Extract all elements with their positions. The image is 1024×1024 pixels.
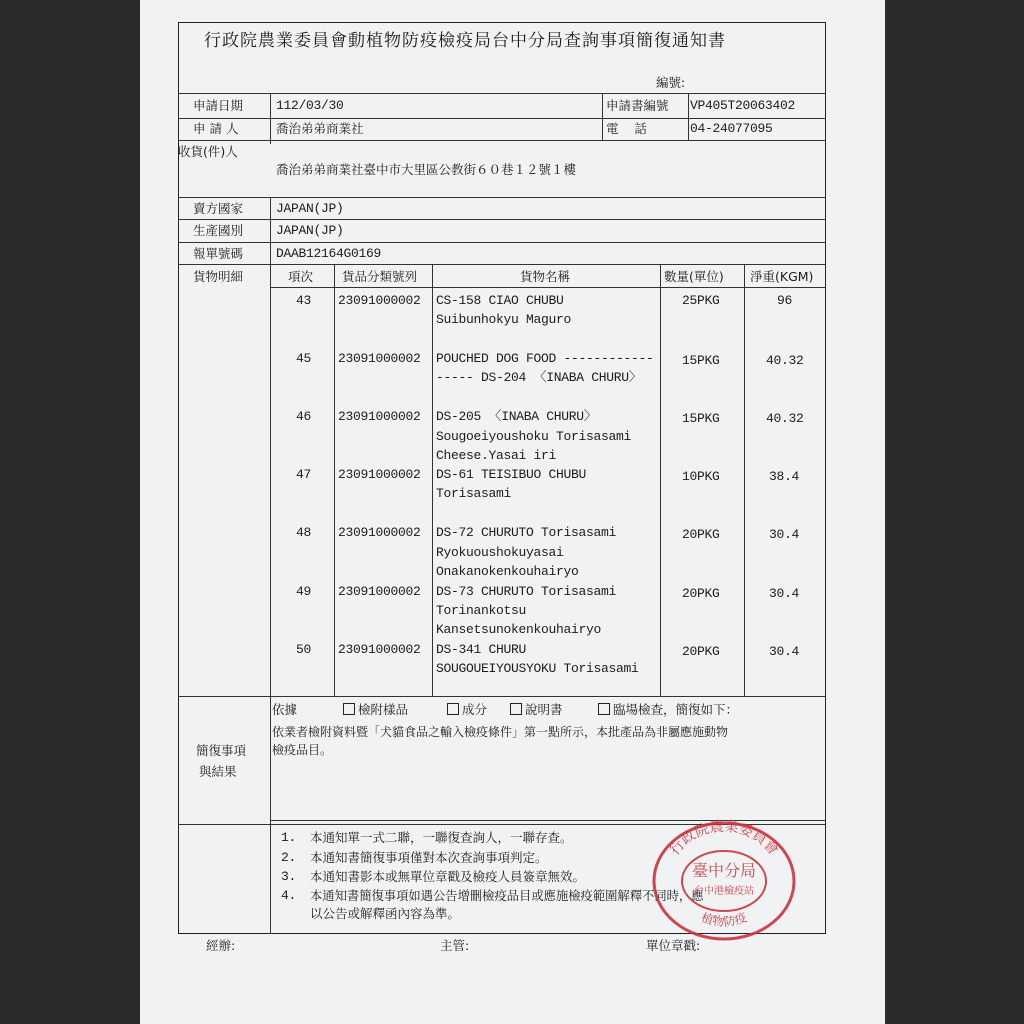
result-text-line2: 檢疫品目。 [272, 743, 333, 757]
seal-center-text: 臺中分局 [691, 861, 757, 880]
applicant-label: 申 請 人 [193, 121, 239, 136]
grid-line [178, 93, 826, 94]
row-name-line2: Torisasami [436, 486, 512, 501]
row-qty: 20PKG [682, 644, 720, 659]
row-item: 50 [296, 642, 312, 657]
row-qty: 15PKG [682, 353, 720, 368]
consignee-value: 喬治弟弟商業社臺中市大里區公教街６０巷１２號１樓 [276, 162, 577, 177]
option-sample-label: 檢附樣品 [358, 702, 409, 717]
grid-line [178, 242, 826, 243]
option-sample [343, 702, 408, 718]
row-name-line2: Sougoeiyoushoku Torisasami [436, 429, 632, 444]
consignee-label: 收貨(件)人 [178, 144, 238, 159]
checkbox-ingredients [447, 703, 459, 715]
row-weight: 30.4 [769, 527, 800, 542]
column-header-item: 項次 [288, 269, 314, 284]
row-item: 43 [296, 293, 312, 308]
phone-value: 04-24077095 [690, 121, 773, 136]
row-qty: 25PKG [682, 293, 720, 308]
row-code: 23091000002 [338, 584, 421, 599]
goods-section-label: 貨物明細 [193, 269, 244, 284]
declaration-label: 報單號碼 [193, 246, 244, 261]
note-number: 1. [281, 830, 297, 845]
row-qty: 10PKG [682, 469, 720, 484]
row-code: 23091000002 [338, 293, 421, 308]
row-name-line2: ----- DS-204 〈INABA CHURU〉 [436, 370, 642, 385]
option-ingredients-label: 成分 [462, 702, 488, 717]
note-number: 3. [281, 869, 297, 884]
row-weight: 40.32 [766, 353, 804, 368]
row-qty: 20PKG [682, 586, 720, 601]
row-qty: 20PKG [682, 527, 720, 542]
form-no-value: VP405T20063402 [690, 98, 796, 113]
grid-line [688, 93, 689, 140]
row-code: 23091000002 [338, 351, 421, 366]
row-weight: 96 [777, 293, 793, 308]
result-section-label-1: 簡復事項 [196, 743, 247, 758]
document-title: 行政院農業委員會動植物防疫檢疫局台中分局查詢事項簡復通知書 [204, 31, 726, 51]
note-text: 本通知書影本或無單位章戳及檢疫人員簽章無效。 [310, 869, 586, 884]
row-item: 45 [296, 351, 312, 366]
note-text: 以公告或解釋函內容為準。 [310, 906, 461, 921]
grid-line [178, 264, 826, 265]
checkbox-manual [510, 703, 522, 715]
note-text: 本通知單一式二聯，一聯復查詢人，一聯存查。 [310, 830, 573, 845]
column-header-code: 貨品分類號列 [342, 269, 418, 284]
row-name-line1: DS-341 CHURU [436, 642, 527, 657]
row-item: 49 [296, 584, 312, 599]
apply-date-value: 112/03/30 [276, 98, 344, 113]
seller-country-value: JAPAN(JP) [276, 201, 344, 216]
seal-outer-text: 行政院農業委員會 [666, 818, 782, 859]
row-code: 23091000002 [338, 467, 421, 482]
row-code: 23091000002 [338, 409, 421, 424]
grid-line [660, 264, 661, 696]
row-code: 23091000002 [338, 525, 421, 540]
grid-line [602, 93, 603, 140]
row-item: 48 [296, 525, 312, 540]
row-code: 23091000002 [338, 642, 421, 657]
phone-label: 電 話 [606, 121, 647, 136]
row-weight: 30.4 [769, 644, 800, 659]
option-manual-label: 說明書 [525, 702, 563, 717]
row-name-line2: Torinankotsu [436, 603, 527, 618]
note-text: 本通知書簡復事項如遇公告增刪檢疫品目或應施檢疫範圍解釋不同時，應 [310, 889, 704, 903]
row-name-line1: DS-61 TEISIBUO CHUBU [436, 467, 587, 482]
grid-line [270, 93, 271, 144]
seal-inner-ring [682, 851, 766, 911]
column-header-qty: 數量(單位) [664, 269, 724, 284]
handler-label: 經辦: [206, 938, 236, 953]
seal-label: 單位章戳: [646, 938, 701, 953]
grid-line [178, 118, 826, 119]
row-name-line3: Onakanokenkouhairyo [436, 564, 579, 579]
form-no-label: 申請書編號 [606, 98, 669, 113]
row-name-line1: DS-72 CHURUTO Torisasami [436, 525, 617, 540]
apply-date-label: 申請日期 [193, 98, 244, 113]
serial-label: 編號: [656, 75, 686, 90]
checkbox-sample [343, 703, 355, 715]
seller-country-label: 賣方國家 [193, 201, 244, 216]
row-name-line2: SOUGOUEIYOUSYOKU Torisasami [436, 661, 639, 676]
grid-line [744, 264, 745, 696]
row-name-line1: DS-73 CHURUTO Torisasami [436, 584, 617, 599]
row-qty: 15PKG [682, 411, 720, 426]
basis-label: 依據 [272, 702, 298, 717]
row-name-line1: CS-158 CIAO CHUBU [436, 293, 564, 308]
row-item: 46 [296, 409, 312, 424]
row-name-line2: Ryokuoushokuyasai [436, 545, 564, 560]
row-name-line3: Cheese.Yasai iri [436, 448, 557, 463]
grid-line [178, 219, 826, 220]
column-header-name: 貨物名稱 [520, 269, 571, 284]
row-item: 47 [296, 467, 312, 482]
row-name-line2: Suibunhokyu Maguro [436, 312, 572, 327]
row-weight: 38.4 [769, 469, 800, 484]
grid-line [178, 696, 826, 697]
row-name-line3: Kansetsunokenkouhairyo [436, 622, 602, 637]
row-weight: 40.32 [766, 411, 804, 426]
row-name-line1: POUCHED DOG FOOD ------------ [436, 351, 654, 366]
grid-line [270, 287, 826, 288]
grid-line [270, 824, 271, 934]
row-weight: 30.4 [769, 586, 800, 601]
result-text-line1: 依業者檢附資料暨「犬貓食品之輸入檢疫條件」第一點所示，本批產品為非屬應施動物 [272, 725, 729, 739]
declaration-value: DAAB12164G0169 [276, 246, 382, 261]
seal-inner-text: 台中港檢疫站 [694, 886, 754, 897]
option-ingredients [447, 702, 487, 718]
option-inspection [598, 702, 738, 718]
seal-bottom-text: 植物防疫 [699, 910, 749, 929]
column-header-weight: 淨重(KGM) [750, 269, 814, 284]
official-seal [651, 818, 797, 944]
grid-line [334, 264, 335, 696]
result-section-label-2: 與結果 [199, 764, 237, 779]
note-text: 本通知書簡復事項僅對本次查詢事項判定。 [310, 850, 548, 865]
checkbox-inspection [598, 703, 610, 715]
grid-line [270, 197, 271, 824]
option-inspection-label: 臨場檢查，簡復如下： [613, 702, 739, 717]
grid-line [432, 264, 433, 696]
grid-line [178, 140, 826, 141]
note-number: 4. [281, 888, 297, 903]
origin-value: JAPAN(JP) [276, 223, 344, 238]
origin-label: 生產國別 [193, 223, 244, 238]
applicant-value: 喬治弟弟商業社 [276, 121, 364, 136]
grid-line [178, 197, 826, 198]
note-number: 2. [281, 850, 297, 865]
row-name-line1: DS-205 〈INABA CHURU〉 [436, 409, 597, 424]
option-manual [510, 702, 563, 718]
supervisor-label: 主管: [440, 938, 470, 953]
